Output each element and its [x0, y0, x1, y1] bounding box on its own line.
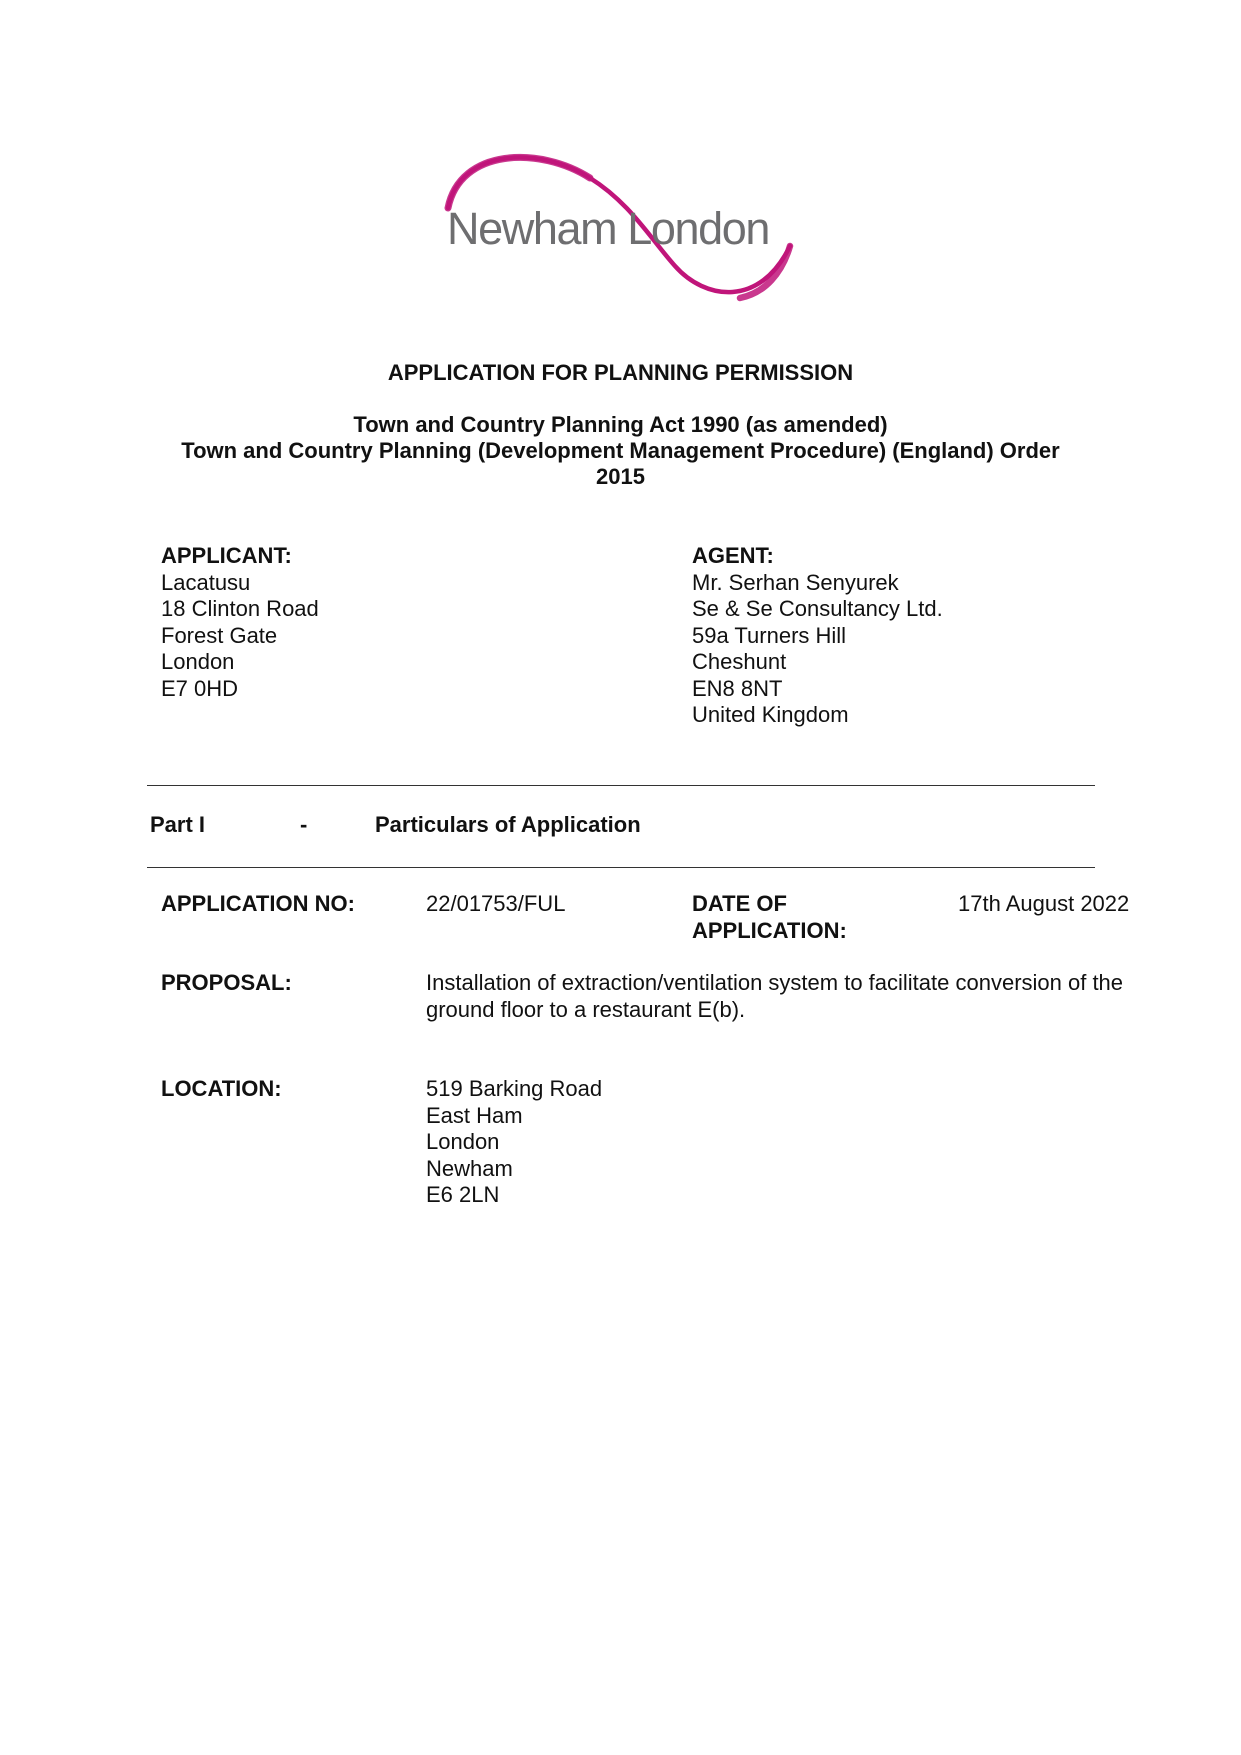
proposal-line: Installation of extraction/ventilation system to facilitate conversion of the: [426, 970, 1124, 995]
legislation-references: [0, 412, 1241, 490]
agent-line: Mr. Serhan Senyurek: [692, 569, 899, 595]
agent-heading: AGENT:: [692, 543, 774, 568]
agent-line: United Kingdom: [692, 702, 849, 727]
divider: [147, 785, 1095, 786]
applicant-line: London: [161, 649, 235, 674]
applicant-line: Forest Gate: [161, 622, 278, 648]
agent-line: Cheshunt: [692, 649, 787, 674]
location-line: London: [426, 1129, 500, 1154]
agent-block: [692, 543, 943, 729]
date-label-line: DATE OF: [692, 891, 787, 916]
applicant-block: [161, 543, 319, 702]
act-line: Town and Country Planning (Development Management Procedure) (England) Order: [181, 438, 1060, 463]
agent-line: Se & Se Consultancy Ltd.: [692, 596, 943, 621]
divider: [147, 867, 1095, 868]
act-line: 2015: [596, 464, 645, 489]
act-line: Town and Country Planning Act 1990 (as amended): [353, 412, 888, 437]
agent-line: EN8 8NT: [692, 675, 783, 701]
applicant-line: E7 0HD: [161, 675, 239, 701]
application-no-value: 22/01753/FUL: [426, 891, 566, 916]
proposal-line: ground floor to a restaurant E(b).: [426, 996, 746, 1022]
applicant-line: 18 Clinton Road: [161, 596, 319, 621]
date-of-application-label: [692, 891, 847, 944]
document-title: APPLICATION FOR PLANNING PERMISSION: [387, 360, 854, 385]
date-label-line: APPLICATION:: [692, 917, 847, 943]
application-no-label: APPLICATION NO:: [161, 891, 355, 916]
logo-text: Newham London: [447, 203, 770, 254]
proposal-value: [426, 970, 1123, 1023]
agent-line: 59a Turners Hill: [692, 622, 847, 648]
part-dash: -: [300, 812, 308, 837]
newham-london-logo: [440, 148, 806, 308]
location-label: LOCATION:: [161, 1076, 282, 1101]
applicant-heading: APPLICANT:: [161, 543, 292, 568]
location-value: [426, 1076, 602, 1209]
proposal-label: PROPOSAL:: [161, 970, 292, 995]
applicant-line: Lacatusu: [161, 569, 251, 595]
location-line: 519 Barking Road: [426, 1076, 603, 1101]
date-of-application-value: 17th August 2022: [958, 891, 1130, 916]
part-title: Particulars of Application: [375, 812, 641, 837]
location-line: East Ham: [426, 1102, 523, 1128]
location-line: E6 2LN: [426, 1182, 500, 1207]
part-number: Part I: [150, 812, 206, 837]
location-line: Newham: [426, 1155, 513, 1181]
